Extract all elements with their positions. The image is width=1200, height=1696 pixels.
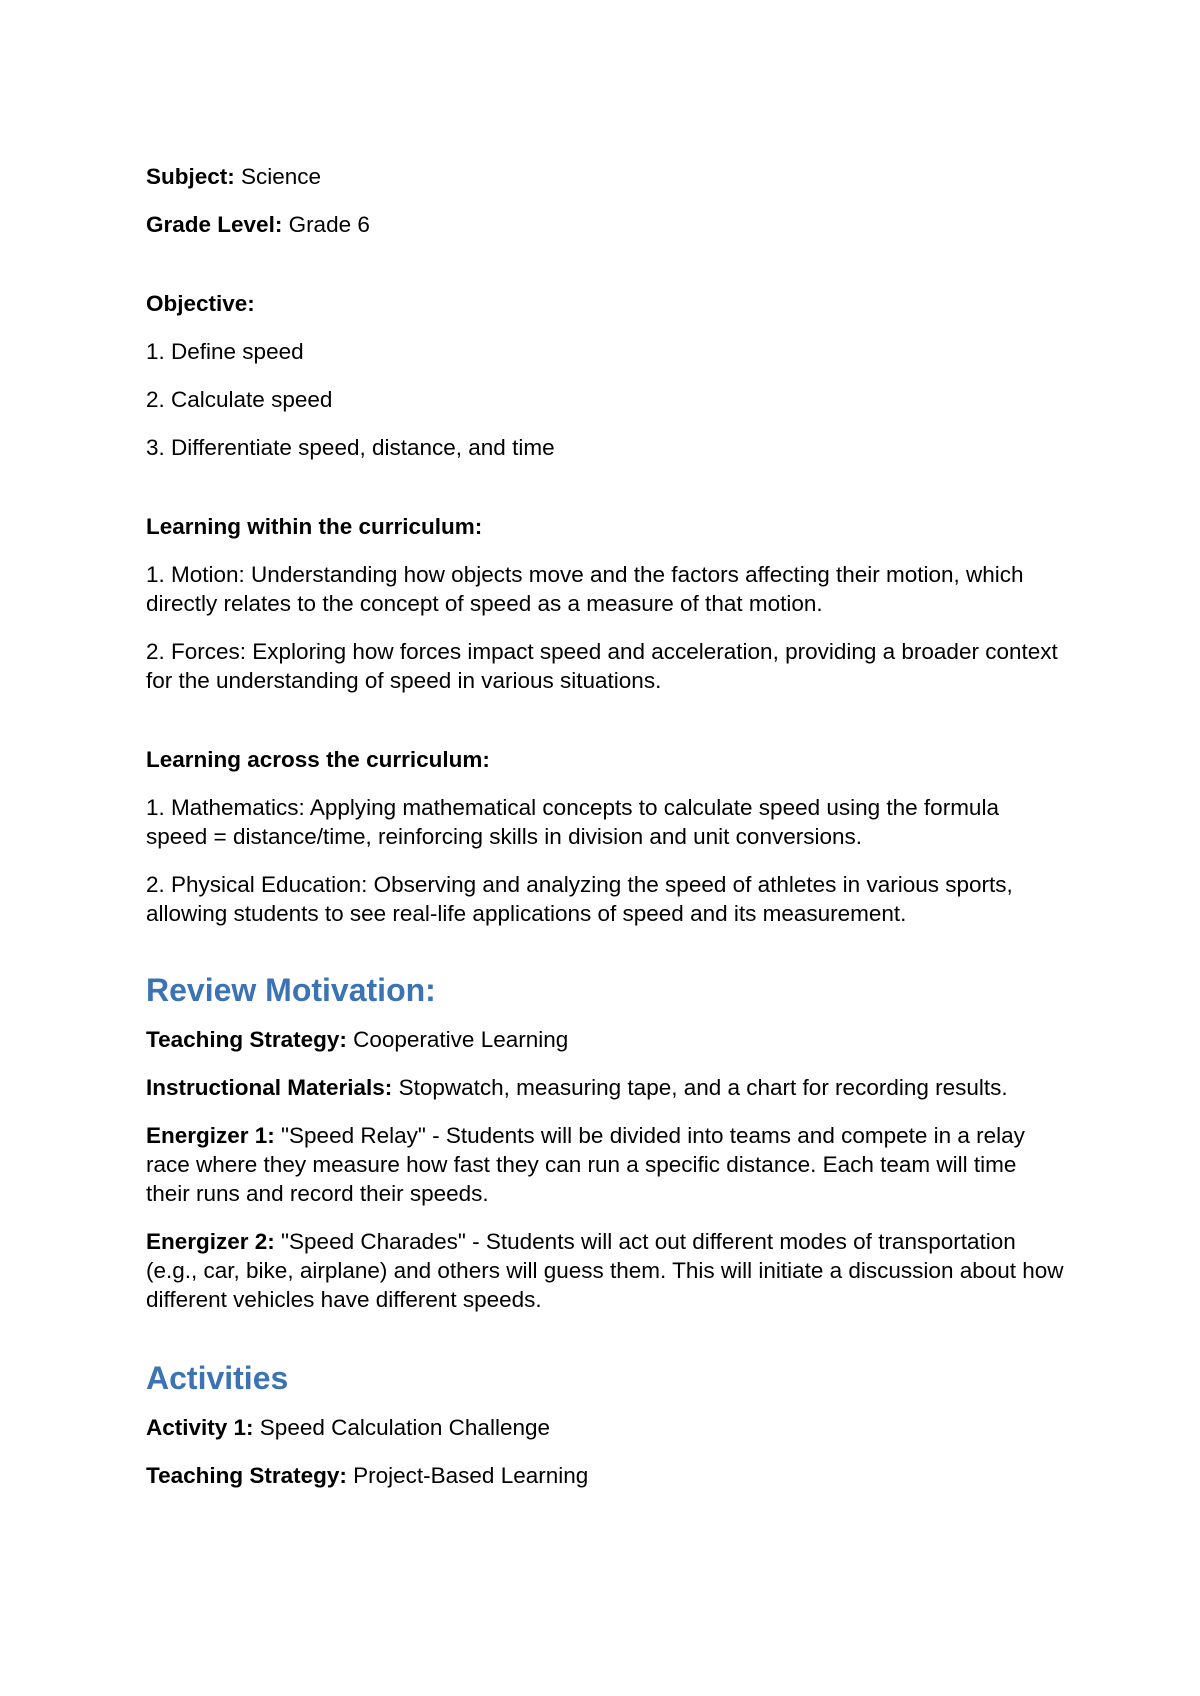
- within-curriculum-title: Learning within the curriculum:: [146, 514, 483, 539]
- activities-strategy-line: [146, 1461, 1066, 1490]
- grade-level-line: [146, 210, 1066, 239]
- energizer-1-line: [146, 1121, 1066, 1208]
- activity-1-label: Activity 1:: [146, 1415, 254, 1440]
- objective-item-2: 2. Calculate speed: [146, 387, 333, 412]
- objective-item-1: 1. Define speed: [146, 339, 304, 364]
- energizer-1-value: "Speed Relay" - Students will be divided into teams and compete in a relay race where they measure how fast they can run a specific distance. Each team will time their runs and record their speeds.: [146, 1123, 1025, 1206]
- activities-heading: Activities: [146, 1360, 289, 1396]
- grade-level-label: Grade Level:: [146, 212, 283, 237]
- review-strategy-label: Teaching Strategy:: [146, 1027, 347, 1052]
- within-curriculum-item-1: 1. Motion: Understanding how objects move and the factors affecting their motion, which directly relates to the concept of speed as a measure of that motion.: [146, 562, 1024, 616]
- activities-strategy-label: Teaching Strategy:: [146, 1463, 347, 1488]
- activity-1-line: [146, 1413, 1066, 1442]
- across-curriculum-title: Learning across the curriculum:: [146, 747, 490, 772]
- grade-level-value: Grade 6: [282, 212, 370, 237]
- instructional-materials-label: Instructional Materials:: [146, 1075, 393, 1100]
- across-curriculum-item-2: 2. Physical Education: Observing and analyzing the speed of athletes in various sports, allowing students to see real-life applications of speed and its measurement.: [146, 872, 1013, 926]
- activity-1-value: Speed Calculation Challenge: [253, 1415, 551, 1440]
- review-motivation-heading: Review Motivation:: [146, 972, 436, 1008]
- energizer-2-value: "Speed Charades" - Students will act out different modes of transportation (e.g., car, bike, airplane) and others will guess them. This will initiate a discussion about how different vehicles have different speeds.: [146, 1229, 1064, 1312]
- instructional-materials-line: [146, 1073, 1066, 1102]
- subject-value: Science: [234, 164, 322, 189]
- energizer-2-line: [146, 1227, 1066, 1314]
- objective-title: Objective:: [146, 291, 255, 316]
- review-strategy-line: [146, 1025, 1066, 1054]
- activities-strategy-value: Project-Based Learning: [346, 1463, 589, 1488]
- instructional-materials-value: Stopwatch, measuring tape, and a chart for recording results.: [392, 1075, 1008, 1100]
- document-page: [146, 162, 1066, 1509]
- energizer-1-label: Energizer 1:: [146, 1123, 275, 1148]
- objective-item-3: 3. Differentiate speed, distance, and time: [146, 435, 555, 460]
- review-strategy-value: Cooperative Learning: [346, 1027, 569, 1052]
- energizer-2-label: Energizer 2:: [146, 1229, 275, 1254]
- within-curriculum-item-2: 2. Forces: Exploring how forces impact speed and acceleration, providing a broader context for the understanding of speed in various situations.: [146, 639, 1058, 693]
- across-curriculum-item-1: 1. Mathematics: Applying mathematical concepts to calculate speed using the formula speed = distance/time, reinforcing skills in division and unit conversions.: [146, 795, 999, 849]
- subject-label: Subject:: [146, 164, 235, 189]
- subject-line: [146, 162, 1066, 191]
